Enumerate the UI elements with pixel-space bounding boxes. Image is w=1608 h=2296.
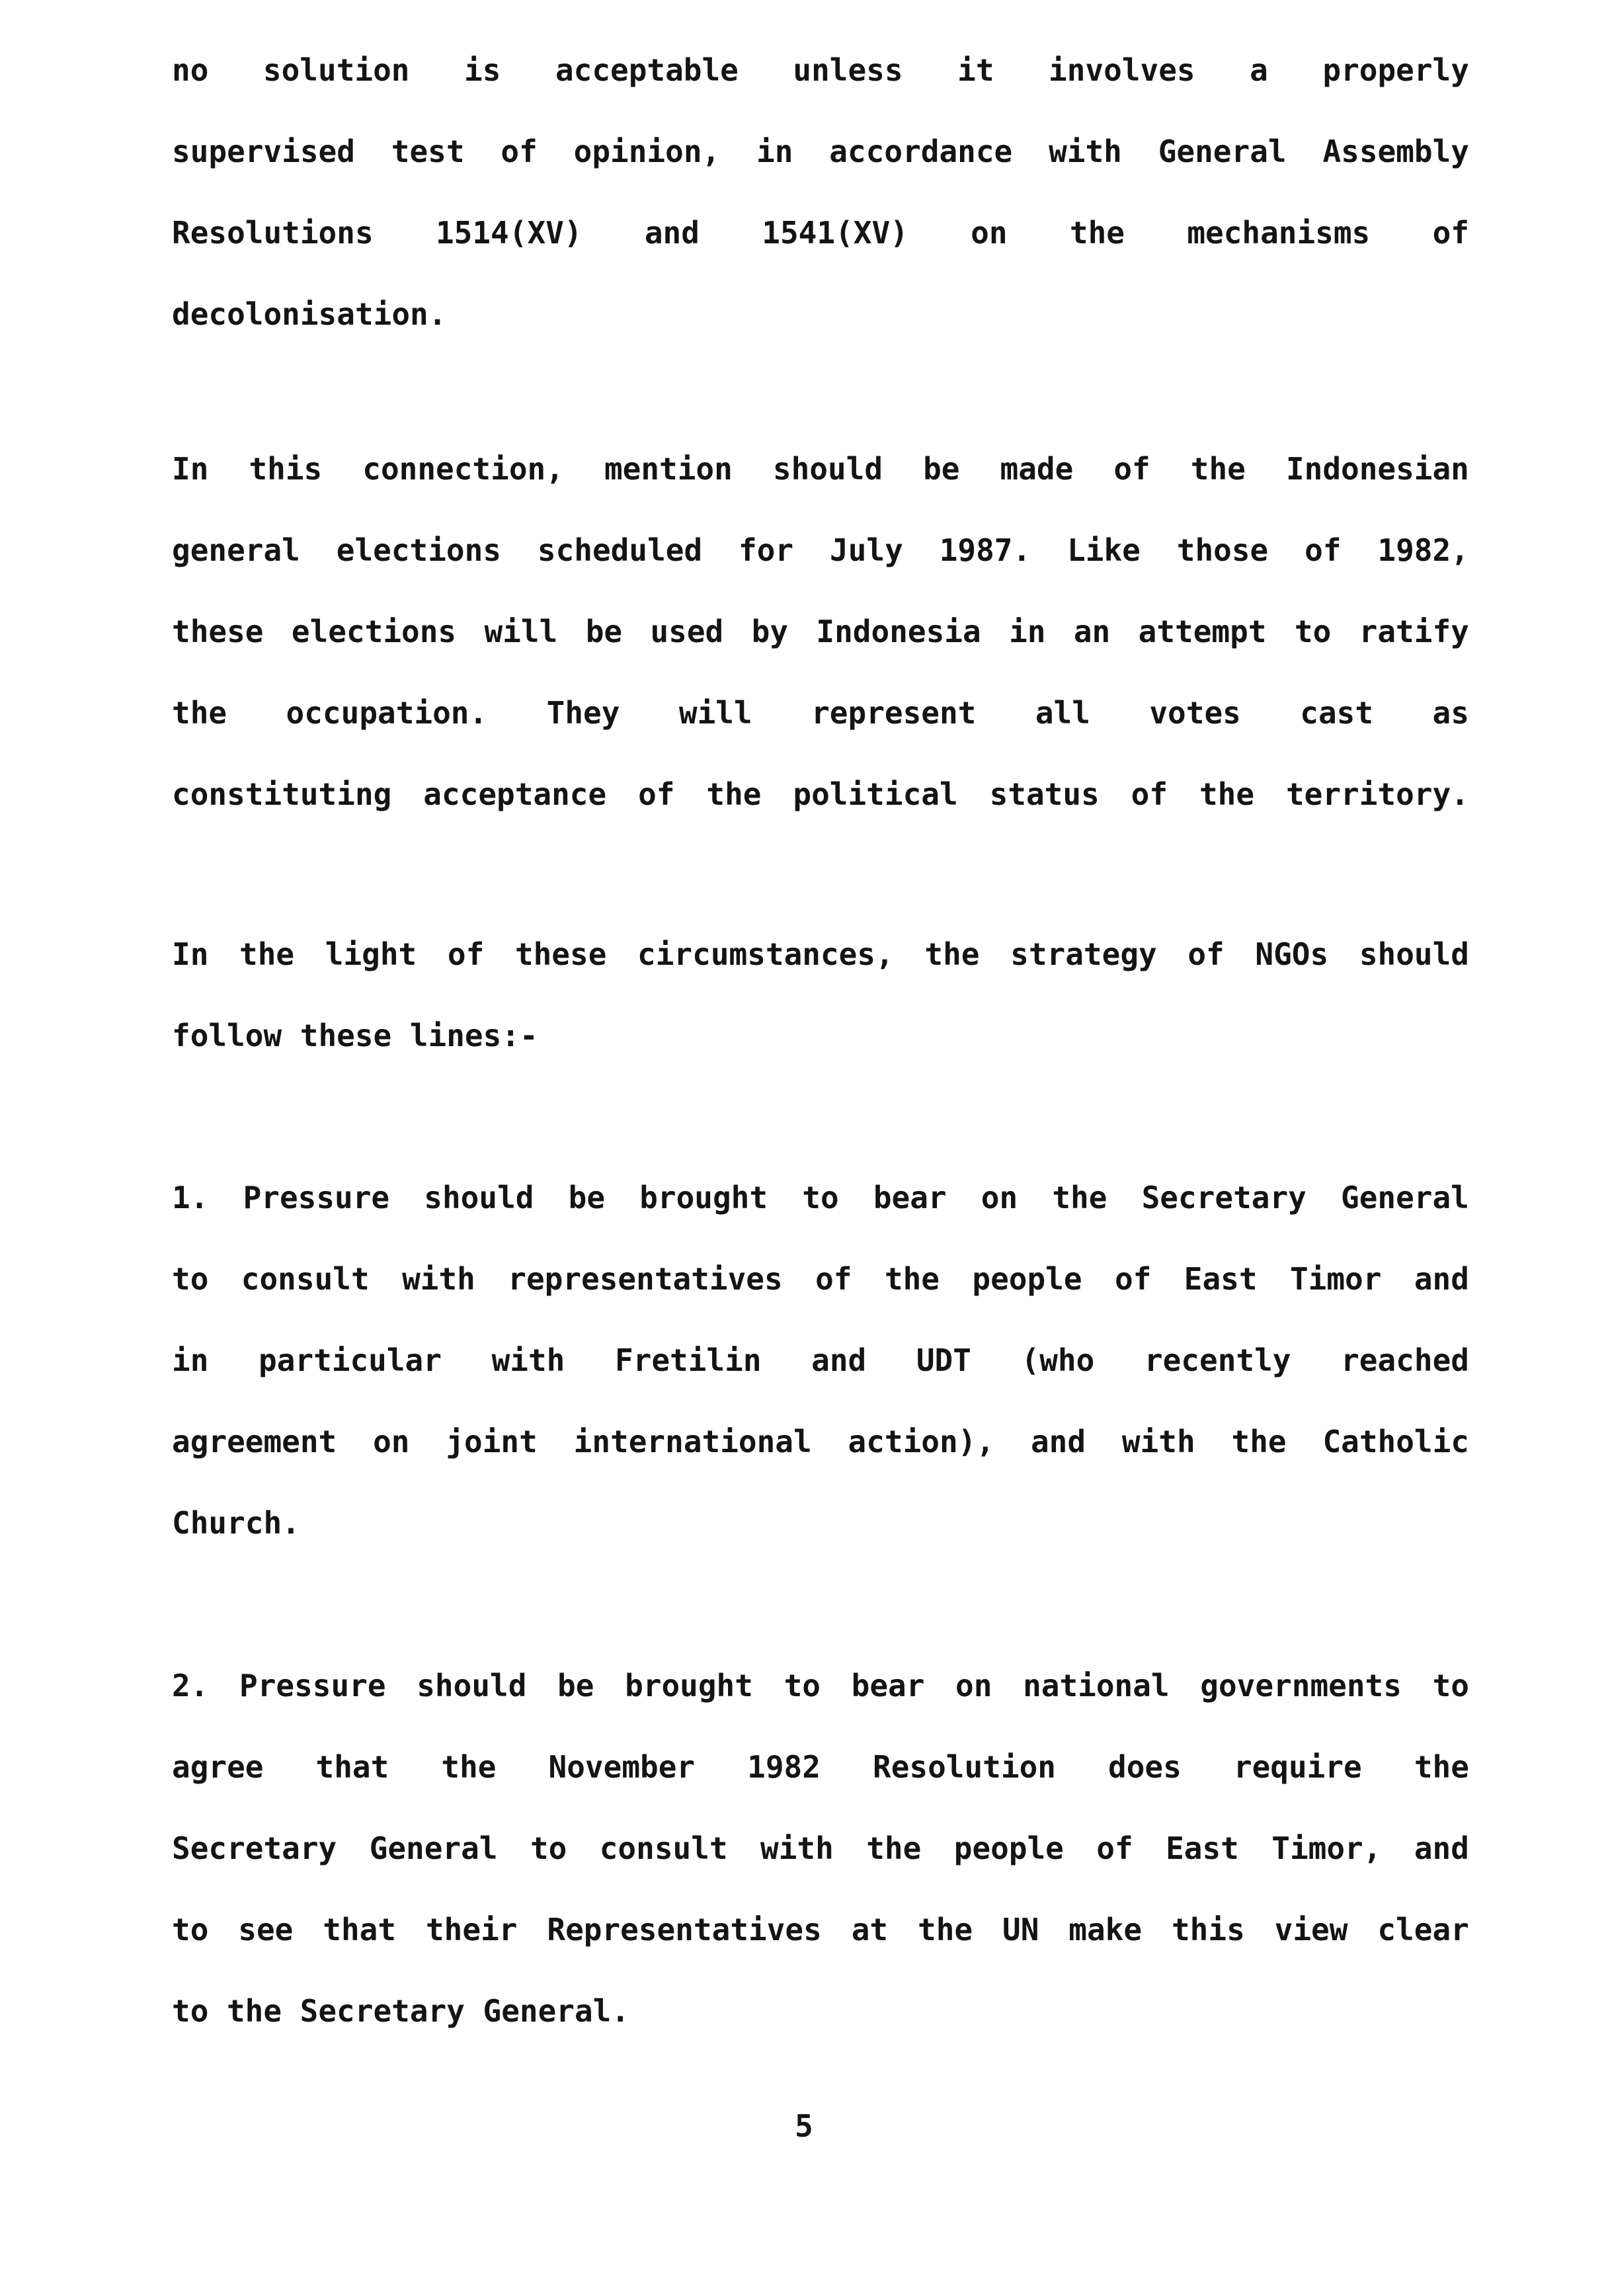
word: Church. [172,1505,300,1541]
word: at [851,1912,889,1948]
word: accordance [829,134,1013,169]
text-line [172,1645,1469,1727]
text-line [172,1889,1469,1971]
word: to [1294,614,1332,649]
word: (who [1021,1342,1095,1378]
word: status [989,776,1100,812]
word: 1541(XV) [762,215,908,251]
word: supervised [172,134,355,169]
word: territory. [1285,776,1469,812]
word: In [172,451,209,487]
word: and [1030,1424,1086,1459]
word: and [1414,1830,1469,1866]
word: General [1341,1180,1469,1215]
word: bear [851,1668,925,1703]
word: joint [446,1424,538,1459]
word: no [172,52,209,88]
word: the [924,936,980,972]
word: clear [1377,1912,1469,1948]
word: Representatives [547,1912,822,1948]
word: view [1274,1912,1348,1948]
word: on [971,215,1008,251]
word: on [373,1424,410,1459]
word: political [793,776,958,812]
word: particular [259,1342,442,1378]
word: opinion, [573,134,721,169]
word: 1982 [747,1749,821,1785]
word: unless [793,52,903,88]
word: the [1190,451,1246,487]
word: Resolution [873,1749,1056,1785]
word: to [802,1180,839,1215]
word: 1987. [939,532,1031,568]
word: Catholic [1322,1424,1469,1459]
word: people [953,1830,1064,1866]
word: of [815,1261,852,1297]
word: in [172,1342,209,1378]
word: 2. [172,1668,209,1703]
word: of [501,134,538,169]
word: an [1073,614,1111,649]
word: in [1009,614,1046,649]
word: 1982, [1377,532,1469,568]
word: require [1233,1749,1362,1785]
word: people [972,1261,1082,1297]
word: on [955,1668,992,1703]
word: the [226,1993,282,2029]
word: the [866,1830,922,1866]
word: to [172,1261,209,1297]
word: Timor, [1271,1830,1382,1866]
word: Pressure [239,1668,386,1703]
text-line [172,274,1469,355]
word: the [1052,1180,1107,1215]
word: governments [1200,1668,1402,1703]
text-line [172,995,1469,1077]
word: as [1432,695,1469,731]
text-line [172,914,1469,995]
word: of [1305,532,1342,568]
word: should [424,1180,534,1215]
word: for [739,532,794,568]
page-number: 5 [795,2108,813,2144]
word: agreement [172,1424,337,1459]
word: representatives [508,1261,783,1297]
word: brought [625,1668,753,1703]
text-line [172,429,1469,510]
word: these [172,614,264,649]
word: elections [291,614,457,649]
word: bear [873,1180,947,1215]
word: on [981,1180,1018,1215]
word: should [417,1668,527,1703]
word: Indonesia [816,614,981,649]
word: with [760,1830,834,1866]
word: light [325,936,417,972]
word: their [425,1912,518,1948]
word: Secretary [172,1830,337,1866]
word: be [923,451,960,487]
word: agree [172,1749,264,1785]
word: with [1049,134,1122,169]
word: does [1108,1749,1182,1785]
word: the [918,1912,973,1948]
word: of [638,776,675,812]
word: that [323,1912,397,1948]
word: Secretary [1141,1180,1306,1215]
word: should [1359,936,1469,972]
word: cast [1300,695,1374,731]
word: action), [848,1424,995,1459]
word: votes [1149,695,1241,731]
paragraph-point-1 [172,1157,1469,1564]
word: Assembly [1322,134,1469,169]
paragraph-point-2 [172,1645,1469,2052]
word: connection, [362,451,564,487]
word: the [441,1749,497,1785]
word: these [300,1018,392,1053]
word: General [369,1830,498,1866]
text-line [172,1808,1469,1889]
word: this [1171,1912,1245,1948]
word: Indonesian [1285,451,1469,487]
text-line [172,754,1469,835]
word: lines:- [409,1018,538,1053]
word: elections [336,532,502,568]
word: General. [483,1993,630,2029]
word: international [573,1424,812,1459]
word: that [315,1749,389,1785]
text-line [172,591,1469,673]
word: be [557,1668,594,1703]
word: with [491,1342,565,1378]
word: make [1068,1912,1143,1948]
text-line [172,30,1469,111]
word: follow [172,1018,282,1053]
word: is [464,52,501,88]
word: those [1176,532,1269,568]
word: November [548,1749,696,1785]
word: the [1231,1424,1287,1459]
text-line [172,1157,1469,1239]
word: and [1414,1261,1469,1297]
word: the [239,936,295,972]
word: 1. [172,1180,209,1215]
word: circumstances, [637,936,894,972]
word: of [1432,215,1469,251]
word: mechanisms [1187,215,1371,251]
word: decolonisation. [172,296,447,332]
word: the [1069,215,1125,251]
word: of [1187,936,1225,972]
word: with [1121,1424,1195,1459]
text-line [172,1971,1469,2052]
word: to [784,1668,821,1703]
text-line [172,192,1469,274]
word: the [1199,776,1255,812]
word: involves [1049,52,1195,88]
word: General [1158,134,1287,169]
word: national [1023,1668,1170,1703]
word: these [514,936,607,972]
text-line [172,1320,1469,1401]
word: the [1414,1749,1469,1785]
text-line [172,1401,1469,1483]
word: properly [1322,52,1469,88]
word: to [172,1993,209,2029]
word: to [172,1912,209,1948]
word: will [484,614,558,649]
word: East [1184,1261,1258,1297]
word: and [644,215,700,251]
word: of [1114,1261,1152,1297]
word: see [238,1912,294,1948]
word: the [172,695,227,731]
word: should [772,451,883,487]
word: brought [639,1180,768,1215]
text-line [172,673,1469,754]
word: solution [262,52,410,88]
word: NGOs [1255,936,1329,972]
word: by [751,614,789,649]
word: July [830,532,903,568]
word: attempt [1138,614,1267,649]
text-line [172,111,1469,192]
word: it [957,52,994,88]
word: acceptable [555,52,739,88]
word: be [585,614,623,649]
word: be [568,1180,606,1215]
paragraph-decolonisation [172,30,1469,355]
word: of [1113,451,1150,487]
word: scheduled [537,532,703,568]
word: a [1250,52,1268,88]
word: this [249,451,323,487]
word: in [756,134,793,169]
word: will [678,695,752,731]
word: the [706,776,762,812]
word: test [391,134,465,169]
word: Pressure [243,1180,390,1215]
word: consult [599,1830,728,1866]
word: They [546,695,620,731]
word: reached [1341,1342,1469,1378]
word: Like [1067,532,1141,568]
word: Resolutions [172,215,374,251]
text-line [172,1727,1469,1808]
word: UDT [916,1342,971,1378]
word: 1514(XV) [435,215,583,251]
word: represent [811,695,977,731]
word: made [1000,451,1074,487]
word: general [172,532,300,568]
word: to [530,1830,567,1866]
word: constituting [172,776,392,812]
word: of [1131,776,1168,812]
word: Fretilin [614,1342,762,1378]
text-line [172,1483,1469,1564]
word: mention [604,451,733,487]
word: strategy [1010,936,1157,972]
word: acceptance [423,776,607,812]
word: to [1432,1668,1469,1703]
word: East [1166,1830,1239,1866]
word: In [172,936,209,972]
text-line [172,510,1469,591]
paragraph-strategy [172,914,1469,1077]
word: ratify [1359,614,1469,649]
word: consult [241,1261,370,1297]
word: Secretary [300,1993,465,2029]
word: of [447,936,485,972]
word: occupation. [286,695,488,731]
word: UN [1002,1912,1039,1948]
text-line [172,1239,1469,1320]
word: used [650,614,724,649]
word: of [1096,1830,1133,1866]
word: Timor [1289,1261,1382,1297]
word: the [884,1261,940,1297]
paragraph-elections [172,429,1469,835]
word: and [811,1342,867,1378]
word: recently [1144,1342,1291,1378]
word: all [1035,695,1090,731]
word: with [402,1261,475,1297]
